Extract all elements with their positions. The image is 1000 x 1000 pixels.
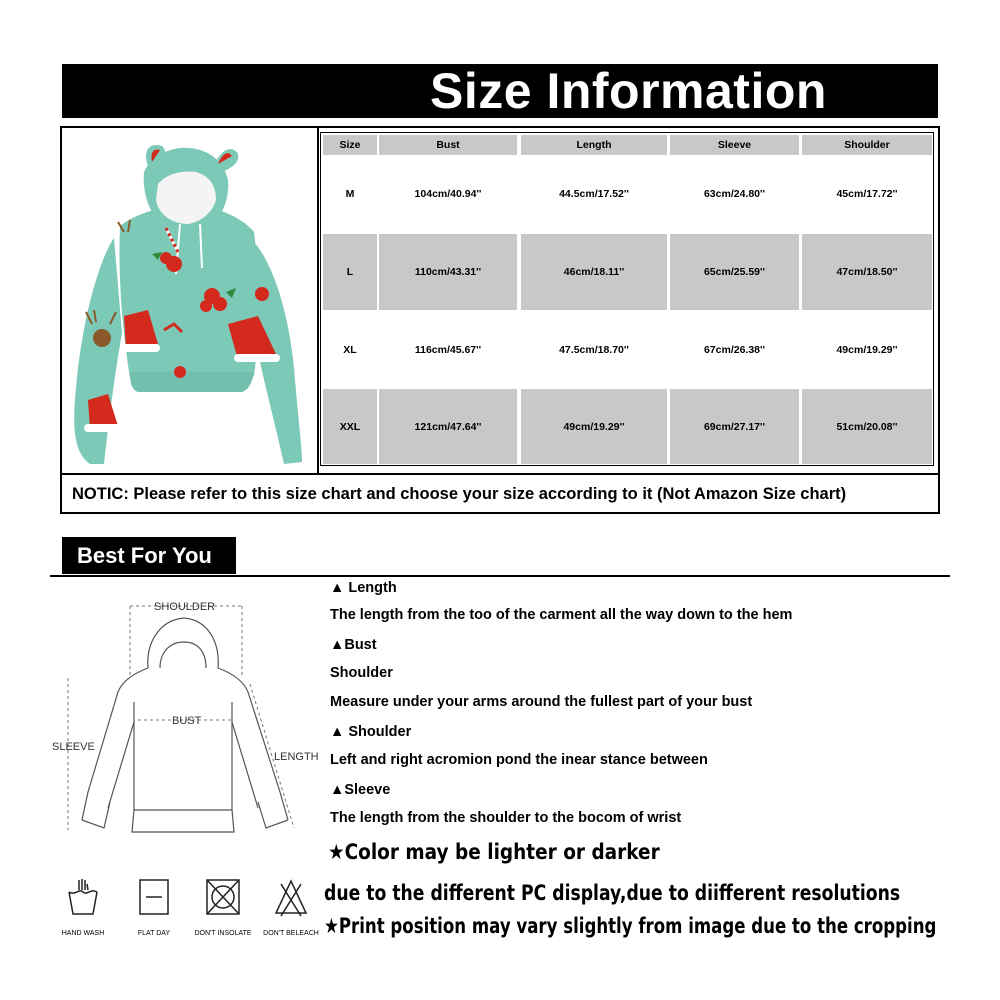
hand-wash-icon — [65, 878, 101, 918]
cell-bust: 121cm/47.64'' — [379, 389, 517, 464]
cell-length: 44.5cm/17.52'' — [559, 188, 629, 200]
table-row — [321, 157, 933, 231]
note-print-position: ★Print position may vary slightly from image due to the cropping — [324, 914, 937, 938]
best-for-you-tab: Best For You — [62, 537, 236, 574]
cell-sleeve: 63cm/24.80'' — [703, 188, 766, 200]
table-header-row — [321, 135, 933, 155]
care-do-not-insolate — [186, 878, 260, 937]
header-sleeve: Sleeve — [670, 135, 799, 155]
care-label: HAND WASH — [61, 930, 105, 937]
cell-size: L — [323, 234, 377, 310]
diagram-label-shoulder: SHOULDER — [154, 601, 216, 613]
diagram-label-length: LENGTH — [274, 751, 319, 763]
note-color: ★Color may be lighter or darker — [328, 840, 660, 864]
cell-length: 49cm/19.29'' — [521, 389, 667, 464]
cell-size: XL — [343, 343, 357, 356]
care-label: DON'T BELEACH — [263, 930, 319, 937]
cell-sleeve: 65cm/25.59'' — [670, 234, 799, 310]
do-not-tumble-dry-icon — [205, 878, 241, 918]
flat-dry-icon — [136, 878, 172, 918]
cell-sleeve: 67cm/26.38'' — [703, 343, 766, 356]
cell-length: 47.5cm/18.70'' — [559, 343, 629, 356]
header-bust: Bust — [379, 135, 517, 155]
section-divider — [50, 575, 950, 577]
cell-shoulder: 47cm/18.50'' — [802, 234, 932, 310]
desc-sleeve-text: The length from the shoulder to the bocom of wrist — [330, 810, 682, 826]
care-do-not-bleach — [254, 878, 328, 937]
desc-length-heading: ▲ Length — [330, 580, 397, 596]
size-table — [320, 132, 934, 466]
notice-divider — [62, 473, 938, 475]
cell-size: M — [345, 188, 355, 200]
desc-shoulder-text: Left and right acromion pond the inear stance between — [330, 752, 708, 768]
cell-length: 46cm/18.11'' — [521, 234, 667, 310]
desc-bust-subheading: Shoulder — [330, 665, 393, 681]
cell-bust: 110cm/43.31'' — [379, 234, 517, 310]
header-length: Length — [521, 135, 667, 155]
cell-shoulder: 49cm/19.29'' — [836, 343, 898, 356]
cell-shoulder: 51cm/20.08'' — [802, 389, 932, 464]
desc-shoulder-heading: ▲ Shoulder — [330, 724, 412, 740]
hoodie-measurement-diagram — [48, 592, 328, 854]
cell-bust: 116cm/45.67'' — [414, 343, 482, 356]
care-hand-wash — [46, 878, 120, 937]
desc-length-text: The length from the too of the carment all the way down to the hem — [330, 607, 793, 623]
product-image-cell — [62, 128, 319, 474]
cell-shoulder: 45cm/17.72'' — [836, 188, 898, 200]
cell-bust: 104cm/40.94'' — [414, 188, 482, 200]
table-row — [321, 312, 933, 387]
header-bar — [62, 64, 938, 118]
cell-size: XXL — [323, 389, 377, 464]
do-not-bleach-icon — [273, 878, 309, 918]
diagram-label-bust: BUST — [172, 715, 202, 727]
desc-bust-text: Measure under your arms around the fullest part of your bust — [330, 694, 753, 710]
cell-sleeve: 69cm/27.17'' — [670, 389, 799, 464]
table-row — [321, 234, 933, 310]
diagram-label-sleeve: SLEEVE — [52, 741, 95, 753]
page-title: Size Information — [430, 63, 827, 119]
table-row — [321, 389, 933, 464]
desc-bust-heading: ▲Bust — [330, 637, 377, 653]
product-image — [62, 128, 317, 472]
care-label: DON'T INSOLATE — [194, 930, 252, 937]
care-flat-dry — [117, 878, 191, 937]
header-shoulder: Shoulder — [802, 135, 932, 155]
header-size: Size — [323, 135, 377, 155]
care-label: FLAT DAY — [137, 930, 171, 937]
size-notice: NOTIC: Please refer to this size chart and choose your size according to it (Not Amazon Size chart) — [72, 485, 847, 503]
desc-sleeve-heading: ▲Sleeve — [330, 782, 391, 798]
note-display: due to the different PC display,due to diifferent resolutions — [324, 881, 901, 905]
